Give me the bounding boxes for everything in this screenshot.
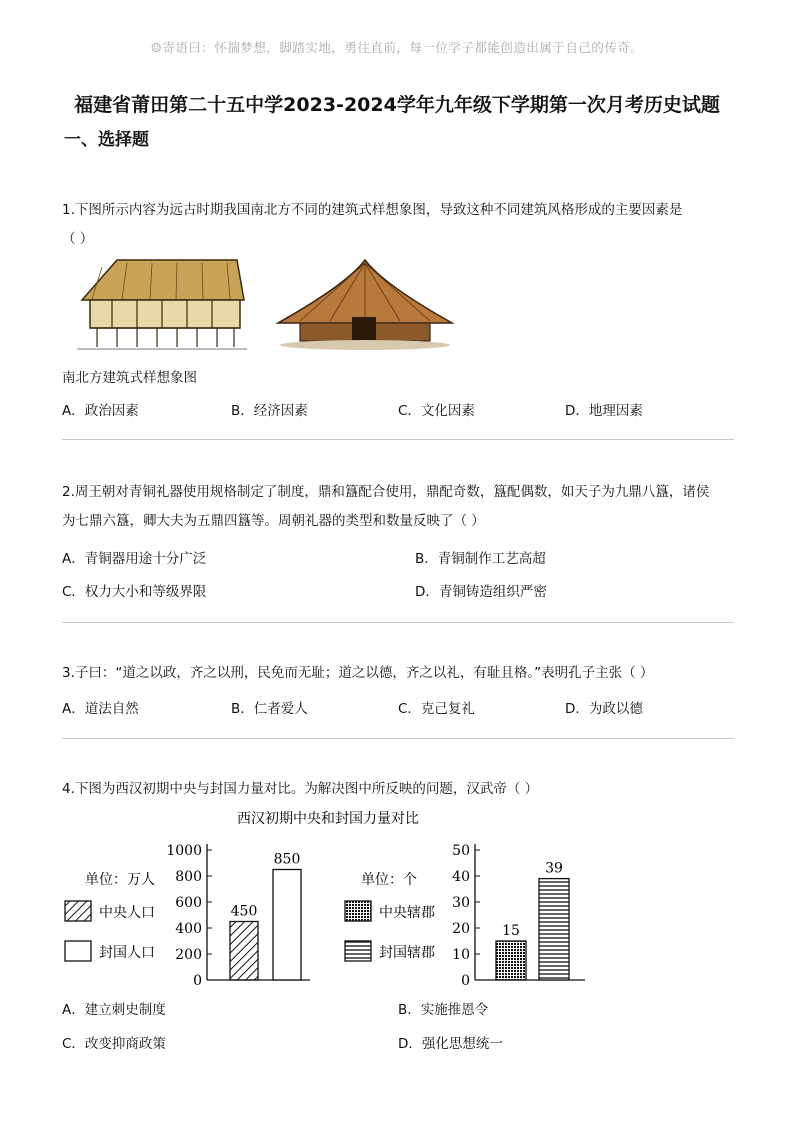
legend-label: 封国辖郡 [379,945,435,961]
question-1-stem [62,196,736,254]
y-tick-label: 30 [452,895,470,911]
prefecture-chart [345,843,585,989]
legend-label: 中央辖郡 [379,905,435,921]
y-tick-label: 0 [461,973,470,989]
question-4-option-a[interactable]: A．建立刺史制度 [62,1002,166,1018]
question-2-option-a[interactable]: A．青铜器用途十分广泛 [62,551,207,567]
bar-value-label: 39 [545,860,563,877]
question-2-stem [62,478,736,536]
question-2-line-1: 2.周王朝对青铜礼器使用规格制定了制度，鼎和簋配合使用，鼎配奇数，簋配偶数，如天子为九鼎八簋，诸侯 [62,484,710,500]
divider [62,738,734,739]
legend-swatch [65,901,91,921]
bar-value-label: 15 [502,923,520,939]
y-tick-label: 10 [452,947,470,963]
question-2-option-c[interactable]: C．权力大小和等级界限 [62,584,207,600]
chart-title: 西汉初期中央和封国力量对比 [237,811,419,827]
question-1-option-a[interactable]: A．政治因素 [62,403,139,419]
question-1-option-c[interactable]: C．文化因素 [398,403,475,419]
question-4-option-b[interactable]: B．实施推恩令 [398,1002,489,1018]
y-tick-label: 400 [175,921,202,937]
bar-value-label: 450 [230,903,258,920]
bar-中央人口 [230,922,258,981]
question-3-stem [62,659,736,688]
y-tick-label: 800 [175,869,202,885]
legend-label: 中央人口 [99,905,155,921]
population-chart [65,843,310,989]
question-4-stem [62,775,736,804]
southern-hut-illustration [270,255,460,355]
y-tick-label: 0 [193,973,202,989]
unit-label: 单位：个 [361,872,417,888]
y-tick-label: 50 [452,843,470,859]
northern-building-illustration [72,255,252,355]
y-tick-label: 1000 [166,843,202,859]
question-1-line-1: 1.下图所示内容为远古时期我国南北方不同的建筑式样想象图，导致这种不同建筑风格形成的主要因素是 [62,202,683,218]
y-tick-label: 20 [452,921,470,937]
bar-封国辖郡 [539,879,569,980]
question-4-option-c[interactable]: C．改变抑商政策 [62,1036,166,1052]
question-1-caption: 南北方建筑式样想象图 [62,370,197,386]
motto-header: ☺寄语曰：怀揣梦想，脚踏实地，勇往直前，每一位学子都能创造出属于自己的传奇。 [150,40,644,55]
question-3-option-a[interactable]: A．道法自然 [62,701,139,717]
question-1-line-2: （ ） [62,231,94,247]
question-3-option-d[interactable]: D．为政以德 [565,701,643,717]
divider [62,439,734,440]
y-tick-label: 600 [175,895,202,911]
question-2-option-b[interactable]: B．青铜制作工艺高超 [415,551,546,567]
page-title: 福建省莆田第二十五中学2023-2024学年九年级下学期第一次月考历史试题 [74,94,720,116]
y-tick-label: 40 [452,869,470,885]
legend-swatch [65,941,91,961]
question-4-option-d[interactable]: D．强化思想统一 [398,1036,503,1052]
bar-封国人口 [273,870,301,981]
question-3-option-b[interactable]: B．仁者爱人 [231,701,308,717]
bar-中央辖郡 [496,941,526,980]
section-heading: 一、选择题 [64,130,149,150]
question-1-option-b[interactable]: B．经济因素 [231,403,308,419]
unit-label: 单位：万人 [85,872,155,888]
central-vs-vassal-chart [55,805,615,995]
question-1-option-d[interactable]: D．地理因素 [565,403,643,419]
legend-label: 封国人口 [99,945,155,961]
question-2-option-d[interactable]: D．青铜铸造组织严密 [415,584,547,600]
bar-value-label: 850 [273,851,301,868]
question-2-line-2: 为七鼎六簋，卿大夫为五鼎四簋等。周朝礼器的类型和数量反映了（ ） [62,513,485,529]
legend-swatch [345,941,371,961]
divider [62,622,734,623]
question-4-line-1: 4.下图为西汉初期中央与封国力量对比。为解决图中所反映的问题，汉武帝（ ） [62,781,539,797]
question-3-option-c[interactable]: C．克己复礼 [398,701,475,717]
legend-swatch [345,901,371,921]
question-3-line-1: 3.子曰：“道之以政，齐之以刑，民免而无耻；道之以德，齐之以礼，有耻且格。”表明孔子主张（ ） [62,665,654,681]
y-tick-label: 200 [175,947,202,963]
